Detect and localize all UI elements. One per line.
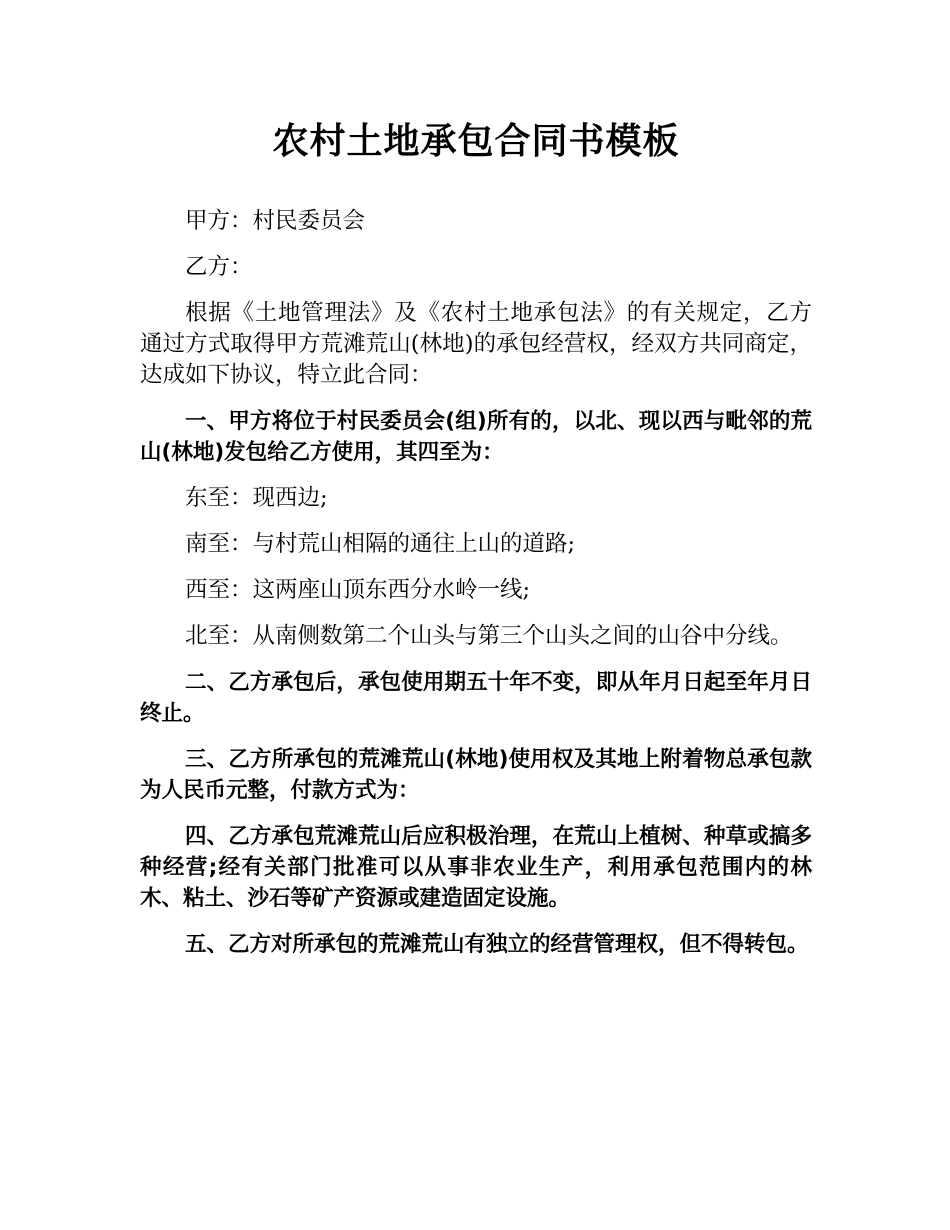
party-a-line: 甲方：村民委员会 [185,208,366,234]
clause-5: 五、乙方对所承包的荒滩荒山有独立的经营管理权，但不得转包。 [185,932,809,957]
clause-2: 二、乙方承包后，承包使用期五十年不变，即从年月日起至年月日终止。 [140,670,812,726]
intro-paragraph: 根据《土地管理法》及《农村土地承包法》的有关规定，乙方通过方式取得甲方荒滩荒山(林地)的承包经营权，经双方共同商定，达成如下协议，特立此合同： [140,300,812,388]
boundary-west: 西至：这两座山顶东西分水岭一线; [185,577,531,603]
document-title: 农村土地承包合同书模板 [272,121,680,162]
clause-4: 四、乙方承包荒滩荒山后应积极治理，在荒山上植树、种草或搞多种经营;经有关部门批准可以从事非农业生产，利用承包范围内的林木、粘土、沙石等矿产资源或建造固定设施。 [140,824,812,911]
document-page [140,0,812,960]
boundary-north: 北至：从南侧数第二个山头与第三个山头之间的山谷中分线。 [185,623,793,649]
boundary-south: 南至：与村荒山相隔的通往上山的道路; [185,531,576,557]
clause-1: 一、甲方将位于村民委员会(组)所有的，以北、现以西与毗邻的荒山(林地)发包给乙方使用，其四至为： [140,409,812,465]
clause-3: 三、乙方所承包的荒滩荒山(林地)使用权及其地上附着物总承包款为人民币元整，付款方式为： [140,747,812,803]
boundary-east: 东至：现西边; [185,485,328,511]
party-b-line: 乙方： [185,254,253,280]
